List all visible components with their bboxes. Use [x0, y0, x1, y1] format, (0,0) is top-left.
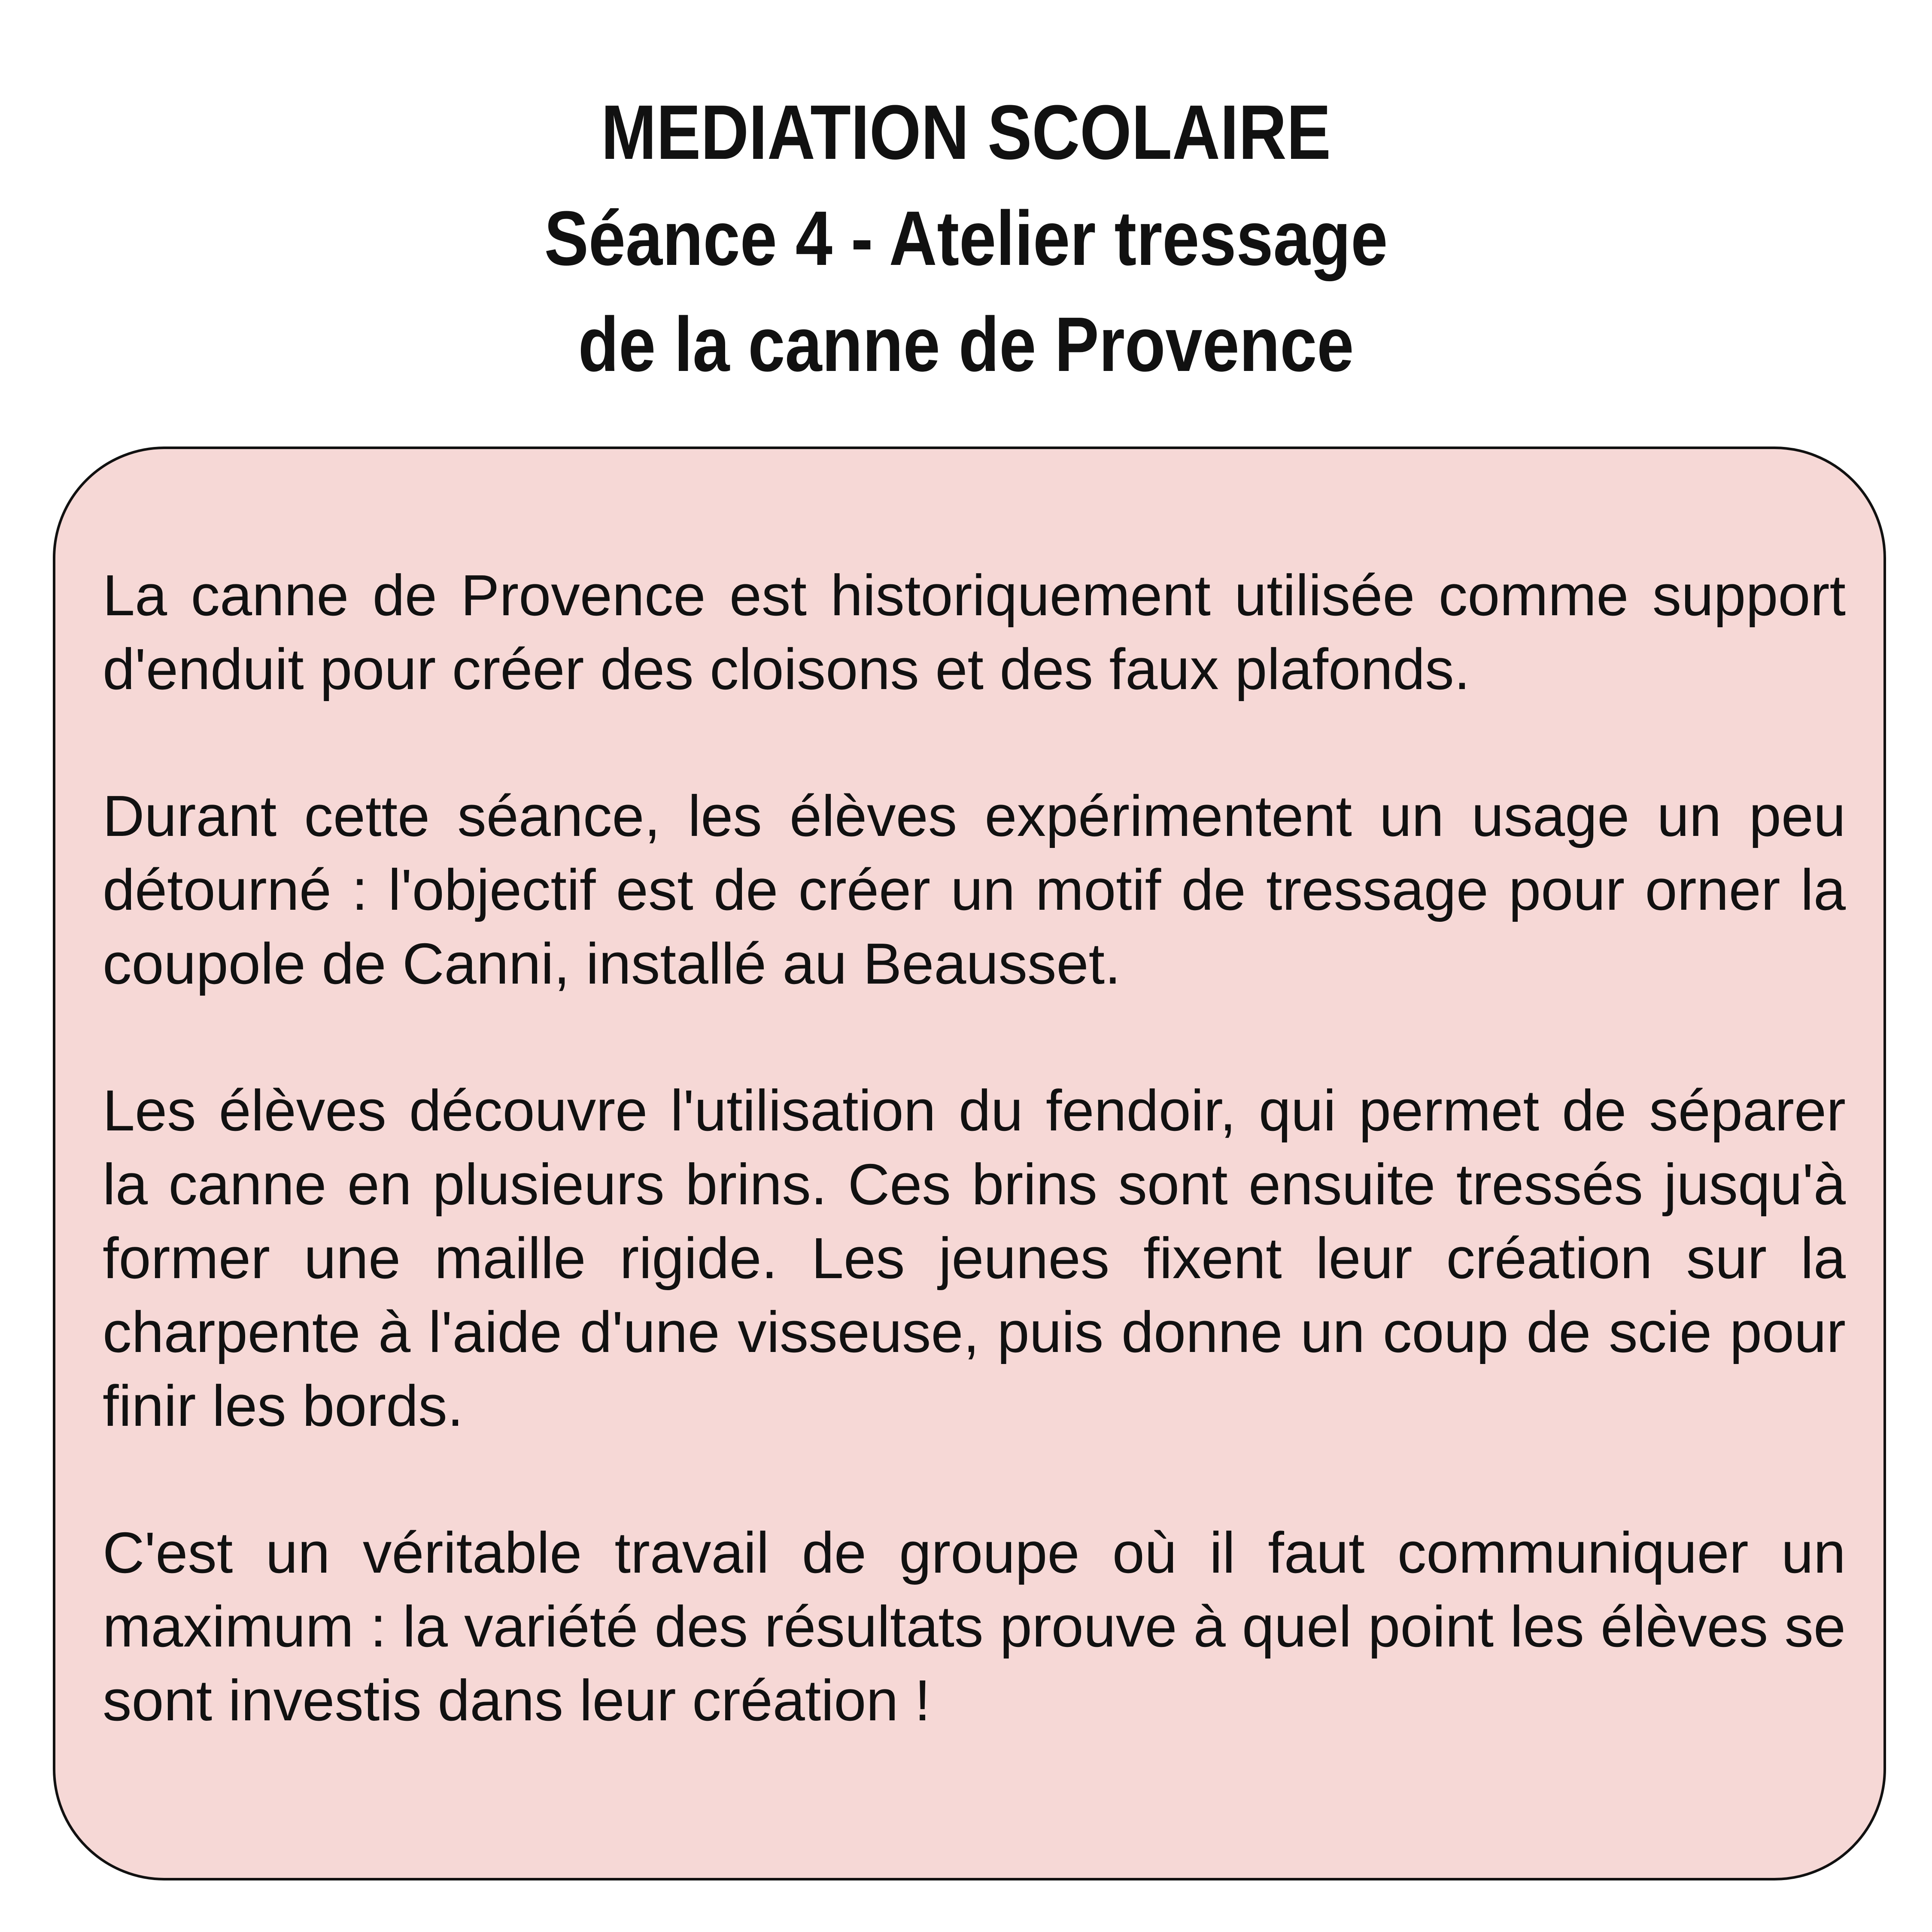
title-line-2: Séance 4 - Atelier tressage [544, 195, 1388, 282]
paragraph-conclusion: C'est un véritable travail de groupe où il faut communiquer un maximum : la variété des résultats prouve à quel point les élèves se sont investis dans leur création ! [103, 1520, 1846, 1733]
paragraph-intro: La canne de Provence est historiquement utilisée comme support d'enduit pour créer des cloisons et des faux plafonds. [103, 563, 1846, 702]
title-line-3: de la canne de Provence [578, 301, 1354, 388]
description-card [53, 447, 1886, 1880]
paragraph-session: Durant cette séance, les élèves expérimentent un usage un peu détourné : l'objectif est de créer un motif de tressage pour orner la coupole de Canni, installé au Beausset. [103, 784, 1846, 996]
title-line-1: MEDIATION SCOLAIRE [601, 89, 1331, 176]
card-body [103, 559, 1846, 1738]
paragraph-process: Les élèves découvre l'utilisation du fendoir, qui permet de séparer la canne en plusieurs brins. Ces brins sont ensuite tressés jusqu'à former une maille rigide. Les jeunes fixent leur création sur la charpente à l'aide d'une visseuse, puis donne un coup de scie pour finir les bords. [103, 1078, 1846, 1438]
page-title [0, 79, 1932, 398]
